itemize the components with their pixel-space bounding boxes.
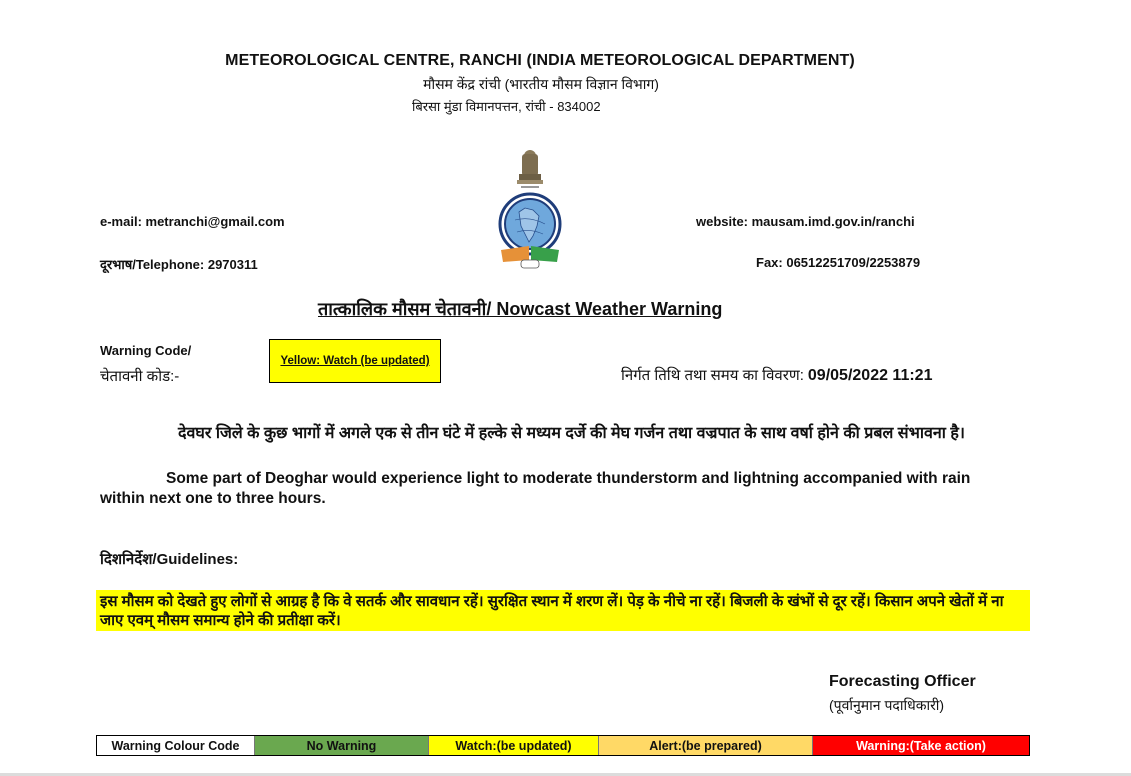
warning-code-label-en: Warning Code/ (100, 343, 192, 358)
legend-item-no-warning: No Warning (255, 736, 429, 755)
centre-title: METEOROLOGICAL CENTRE, RANCHI (INDIA METEOROLOGICAL DEPARTMENT) (225, 52, 855, 69)
page-title: तात्कालिक मौसम चेतावनी/ Nowcast Weather Warning (318, 299, 723, 319)
guidelines-heading: दिशनिर्देश/Guidelines: (100, 551, 239, 568)
legend-item-colour-code: Warning Colour Code (97, 736, 255, 755)
issued-label: निर्गत तिथि तथा समय का विवरण: (621, 367, 804, 384)
email-link[interactable]: e-mail: metranchi@gmail.com (100, 214, 285, 229)
issued-datetime (621, 365, 932, 385)
fax-text: Fax: 06512251709/2253879 (756, 255, 921, 270)
centre-title-hindi: मौसम केंद्र रांची (भारतीय मौसम विज्ञान विभाग) (423, 76, 659, 92)
imd-emblem-icon (495, 146, 565, 270)
warning-message-hindi: देवघर जिले के कुछ भागों में अगले एक से तीन घंटे में हल्के से मध्यम दर्जे की मेघ गर्जन तथा वज्रपात के साथ वर्षा होने की प्रबल संभावना है। (178, 425, 965, 442)
telephone-text: दूरभाष/Telephone: 2970311 (100, 257, 258, 272)
centre-address: बिरसा मुंडा विमानपत्तन, रांची - 834002 (412, 99, 601, 114)
signature-title: Forecasting Officer (829, 673, 976, 690)
warning-code-label-hi: चेतावनी कोड:- (100, 368, 180, 385)
website-link[interactable]: website: mausam.imd.gov.in/ranchi (696, 214, 915, 229)
issued-value: 09/05/2022 11:21 (807, 367, 933, 384)
warning-code-value: Yellow: Watch (be updated) (280, 355, 430, 367)
warning-colour-legend (96, 735, 1030, 756)
legend-item-alert: Alert:(be prepared) (599, 736, 813, 755)
legend-item-watch: Watch:(be updated) (429, 736, 599, 755)
warning-message-english: Some part of Deoghar would experience light to moderate thunderstorm and lightning accompanied with rain within next one to three hours. (100, 470, 971, 507)
signature-title-hindi: (पूर्वानुमान पदाधिकारी) (829, 697, 945, 713)
guidelines-text: इस मौसम को देखते हुए लोगों से आग्रह है कि वे सतर्क और सावधान रहें। सुरक्षित स्थान में शरण लें। पेड़ के नीचे ना रहें। बिजली के खंभों से दूर रहें। किसान अपने खेतों में ना जाए एवम् मौसम समान्य होने की प्रतीक्षा करें। (96, 590, 1030, 631)
legend-item-warning: Warning:(Take action) (813, 736, 1029, 755)
warning-code-badge (269, 339, 441, 383)
